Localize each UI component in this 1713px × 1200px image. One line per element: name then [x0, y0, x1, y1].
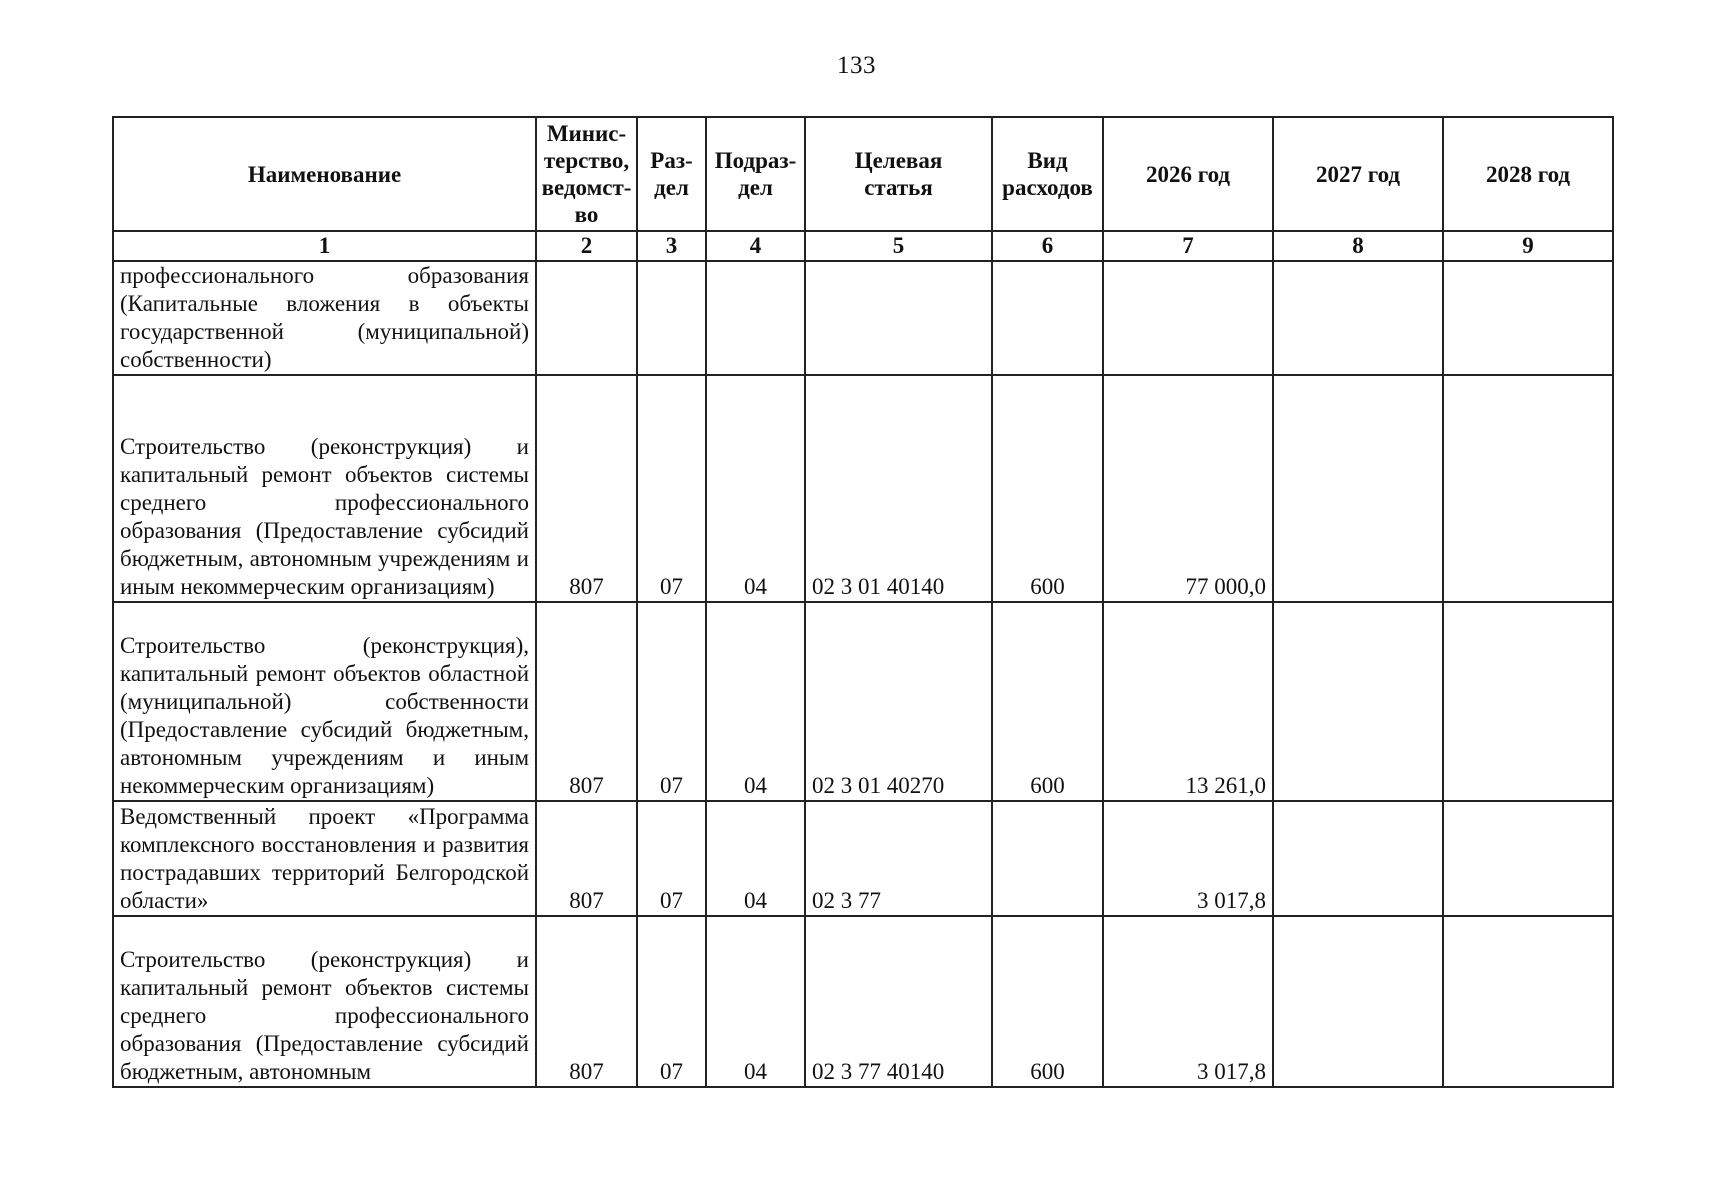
- row-ministry: 807: [536, 602, 637, 801]
- header-expense-type: Вид расходов: [992, 117, 1103, 231]
- header-2027: 2027 год: [1273, 117, 1443, 231]
- row-2028: [1443, 801, 1613, 916]
- row-expense-type: 600: [992, 375, 1103, 602]
- row-expense-type: [992, 801, 1103, 916]
- row-name: Ведомственный проект «Программа комплексного восстановления и развития пострадавших территорий Белгородской области»: [113, 801, 536, 916]
- page-number: 133: [837, 52, 876, 79]
- column-number: 6: [992, 231, 1103, 261]
- row-expense-type: 600: [992, 602, 1103, 801]
- row-2026: 3 017,8: [1103, 801, 1273, 916]
- row-section: 07: [637, 801, 706, 916]
- column-number: 9: [1443, 231, 1613, 261]
- table-row: [113, 375, 1613, 602]
- row-2026: 13 261,0: [1103, 602, 1273, 801]
- column-number: 3: [637, 231, 706, 261]
- row-expense-type: 600: [992, 916, 1103, 1087]
- row-2027: [1273, 261, 1443, 375]
- header-ministry: Минис- терство, ведомст- во: [536, 117, 637, 231]
- header-2028: 2028 год: [1443, 117, 1613, 231]
- row-target: 02 3 01 40140: [805, 375, 992, 602]
- header-subsection: Подраз- дел: [706, 117, 805, 231]
- table-row: [113, 801, 1613, 916]
- row-2027: [1273, 602, 1443, 801]
- table-row: [113, 602, 1613, 801]
- row-name: Строительство (реконструкция) и капитальный ремонт объектов системы среднего профессионального образования (Предоставление субсидий бюджетным, автономным учреждениям и иным некоммерческим организациям): [113, 375, 536, 602]
- row-name: Строительство (реконструкция), капитальный ремонт объектов областной (муниципальной) собственности (Предоставление субсидий бюджетным, автономным учреждениям и иным некоммерческим организациям): [113, 602, 536, 801]
- row-2028: [1443, 375, 1613, 602]
- row-2026: 3 017,8: [1103, 916, 1273, 1087]
- header-name: Наименование: [113, 117, 536, 231]
- row-target: [805, 261, 992, 375]
- row-section: [637, 261, 706, 375]
- row-2028: [1443, 602, 1613, 801]
- row-expense-type: [992, 261, 1103, 375]
- row-target: 02 3 77: [805, 801, 992, 916]
- row-2026: 77 000,0: [1103, 375, 1273, 602]
- row-subsection: 04: [706, 602, 805, 801]
- row-2027: [1273, 916, 1443, 1087]
- row-ministry: 807: [536, 375, 637, 602]
- row-target: 02 3 01 40270: [805, 602, 992, 801]
- table-row: [113, 916, 1613, 1087]
- row-2026: [1103, 261, 1273, 375]
- row-section: 07: [637, 602, 706, 801]
- row-name: Строительство (реконструкция) и капитальный ремонт объектов системы среднего профессионального образования (Предоставление субсидий бюджетным, автономным: [113, 916, 536, 1087]
- column-number: 7: [1103, 231, 1273, 261]
- row-section: 07: [637, 375, 706, 602]
- row-subsection: 04: [706, 375, 805, 602]
- column-number: 5: [805, 231, 992, 261]
- row-2028: [1443, 261, 1613, 375]
- row-subsection: 04: [706, 801, 805, 916]
- row-subsection: 04: [706, 916, 805, 1087]
- header-section: Раз- дел: [637, 117, 706, 231]
- header-2026: 2026 год: [1103, 117, 1273, 231]
- row-2027: [1273, 801, 1443, 916]
- row-ministry: 807: [536, 801, 637, 916]
- header-target: Целевая статья: [805, 117, 992, 231]
- row-target: 02 3 77 40140: [805, 916, 992, 1087]
- row-2027: [1273, 375, 1443, 602]
- row-ministry: 807: [536, 916, 637, 1087]
- row-name: профессионального образования (Капитальные вложения в объекты государственной (муниципальной) собственности): [113, 261, 536, 375]
- column-number: 4: [706, 231, 805, 261]
- column-number: 2: [536, 231, 637, 261]
- column-number: 1: [113, 231, 536, 261]
- table-row: [113, 261, 1613, 375]
- row-2028: [1443, 916, 1613, 1087]
- row-section: 07: [637, 916, 706, 1087]
- column-number: 8: [1273, 231, 1443, 261]
- header-row: [113, 117, 1613, 231]
- row-ministry: [536, 261, 637, 375]
- column-number-row: [113, 231, 1613, 261]
- row-subsection: [706, 261, 805, 375]
- budget-table: [112, 116, 1614, 1088]
